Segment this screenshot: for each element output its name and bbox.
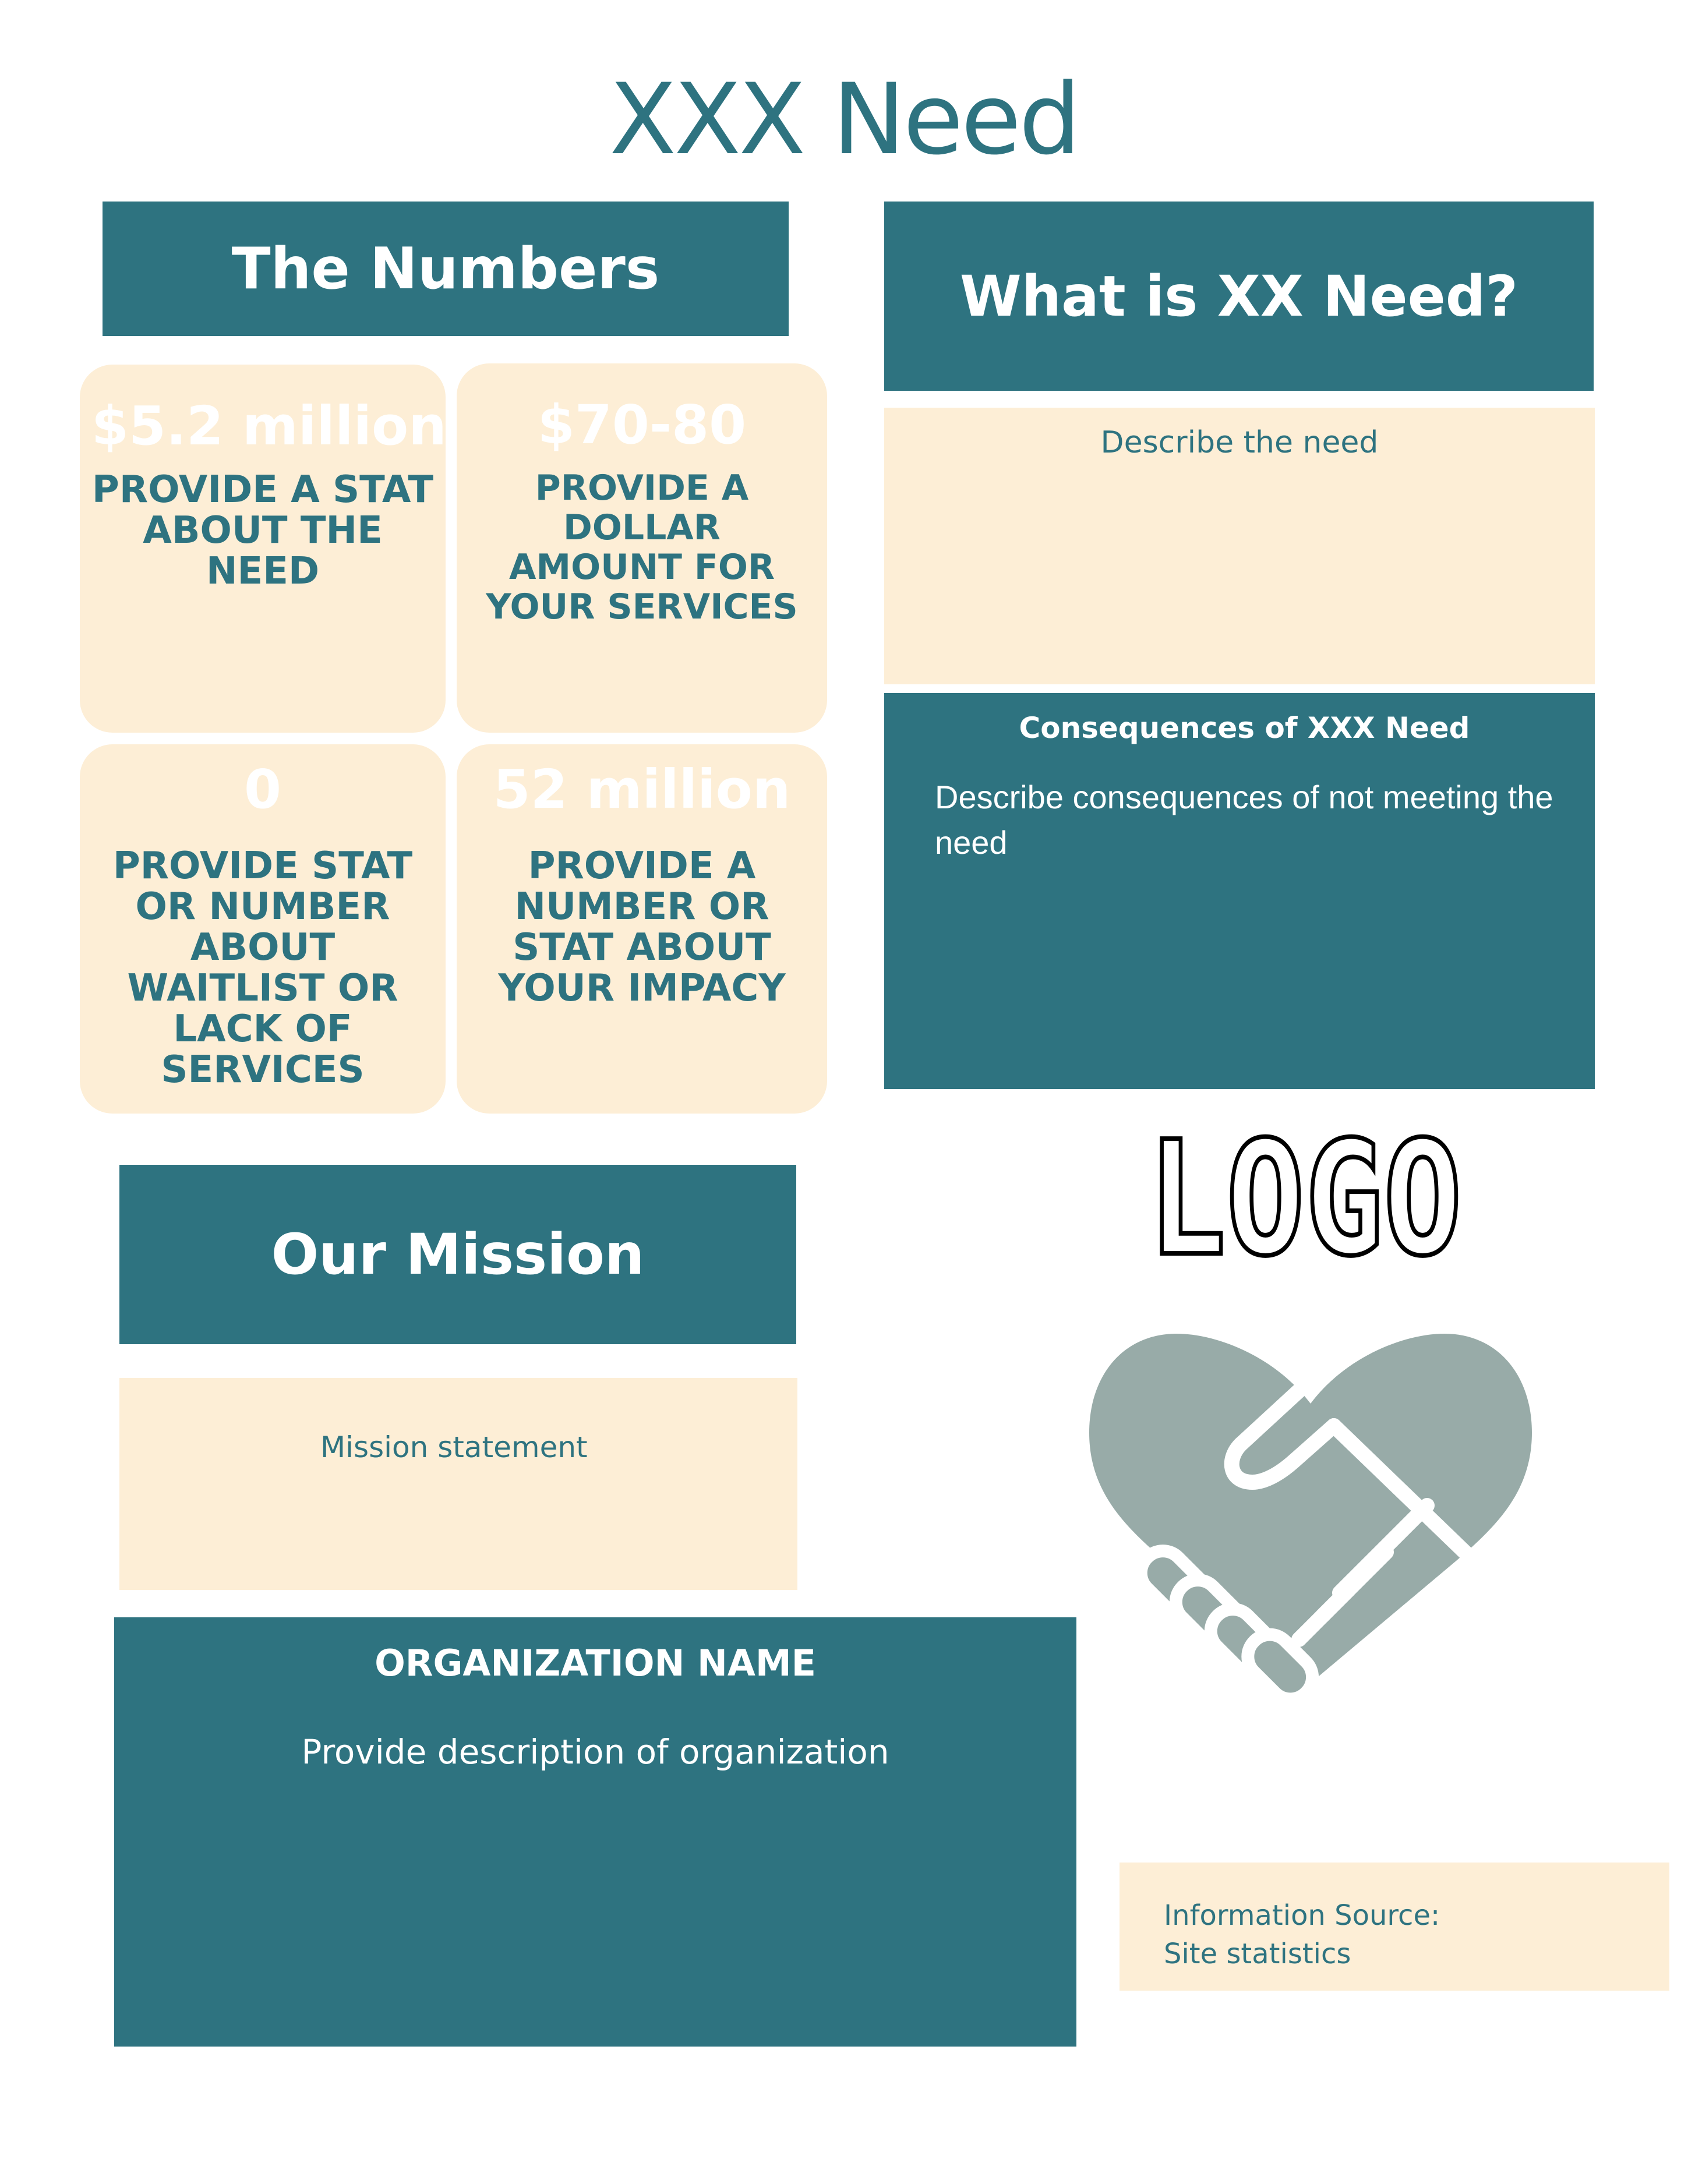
logo bbox=[1142, 1107, 1468, 1291]
what-is-description: Describe the need bbox=[1100, 425, 1379, 460]
stat-card bbox=[80, 365, 446, 733]
stat-card bbox=[457, 363, 827, 733]
consequences-description: Describe consequences of not meeting the need bbox=[935, 779, 1553, 861]
stat-description: PROVIDE STAT OR NUMBER ABOUT WAITLIST OR LACK OF SERVICES bbox=[112, 844, 413, 1091]
stat-card bbox=[457, 744, 827, 1114]
heart-handshake-icon bbox=[1083, 1322, 1538, 1695]
mission-heading-text: Our Mission bbox=[271, 1222, 645, 1287]
stat-value: $70-80 bbox=[537, 394, 747, 456]
mission-panel bbox=[119, 1378, 797, 1590]
stat-description: PROVIDE A DOLLAR AMOUNT FOR YOUR SERVICES bbox=[486, 468, 798, 627]
organization-description: Provide description of organization bbox=[301, 1732, 889, 1772]
source-value: Site statistics bbox=[1164, 1938, 1351, 1970]
source-label: Information Source: bbox=[1164, 1899, 1440, 1932]
organization-panel bbox=[114, 1617, 1076, 2047]
stat-description: PROVIDE A NUMBER OR STAT ABOUT YOUR IMPACY bbox=[498, 844, 786, 1010]
stat-card bbox=[80, 744, 446, 1114]
stat-description: PROVIDE A STAT ABOUT THE NEED bbox=[91, 468, 434, 593]
svg-text:LOGO: LOGO bbox=[1147, 1107, 1462, 1291]
logo-outline bbox=[1142, 1107, 1468, 1291]
stat-value: 52 million bbox=[493, 758, 791, 821]
numbers-heading-text: The Numbers bbox=[231, 235, 660, 302]
what-is-panel bbox=[884, 408, 1595, 684]
page-title: XXX Need bbox=[609, 62, 1079, 176]
stat-value: 0 bbox=[243, 758, 281, 821]
mission-statement: Mission statement bbox=[320, 1430, 588, 1464]
organization-name: ORGANIZATION NAME bbox=[375, 1642, 816, 1684]
what-is-heading bbox=[884, 202, 1594, 391]
numbers-heading bbox=[103, 202, 789, 336]
consequences-heading: Consequences of XXX Need bbox=[1019, 711, 1470, 745]
mission-heading bbox=[119, 1165, 796, 1344]
what-is-heading-text: What is XX Need? bbox=[959, 263, 1519, 329]
source-panel bbox=[1120, 1863, 1669, 1991]
consequences-panel bbox=[884, 693, 1595, 1089]
stat-value: $5.2 million bbox=[91, 395, 447, 457]
